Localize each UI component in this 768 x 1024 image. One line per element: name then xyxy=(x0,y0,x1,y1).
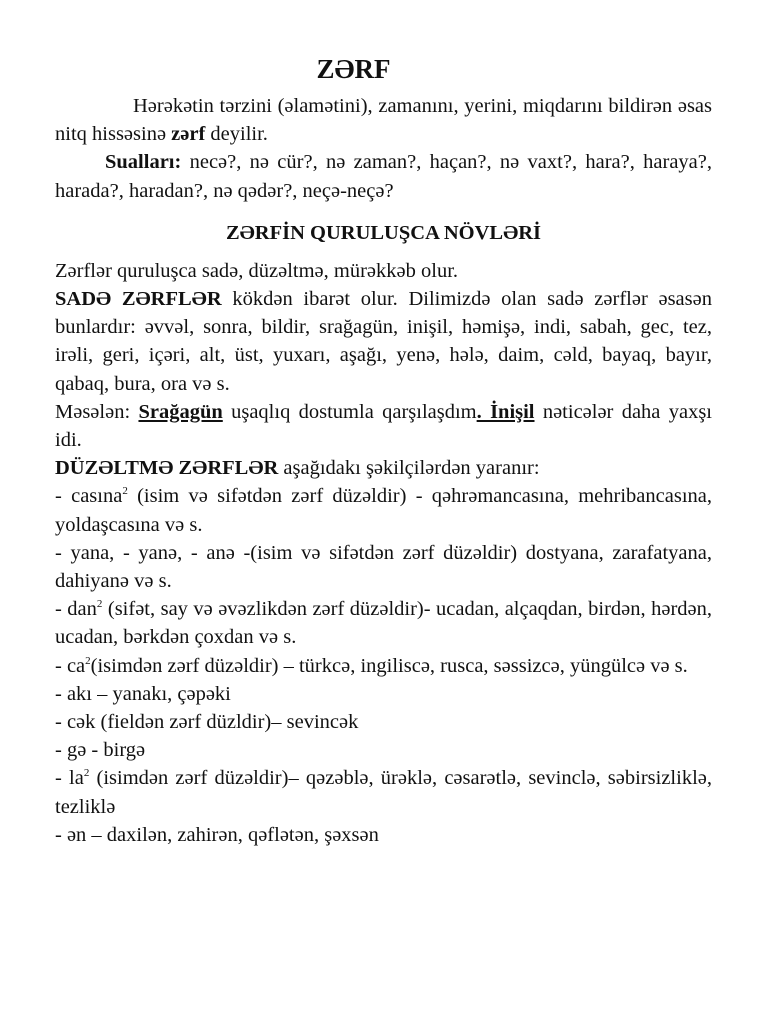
suffix-head: - dan xyxy=(55,598,97,621)
suffix-item xyxy=(55,595,712,651)
simple-adverbs-label: SADƏ ZƏRFLƏR xyxy=(55,288,222,311)
definition-term: zərf xyxy=(171,123,206,146)
suffix-item xyxy=(55,680,712,708)
suffix-superscript: 2 xyxy=(122,485,128,498)
suffix-description: (isim və sifətdən zərf düzəldir) - qəhrəmancasına, mehribancasına, yoldaşcasına və s. xyxy=(55,485,713,536)
suffix-head: - casına xyxy=(55,485,123,508)
section-heading: ZƏRFİN QURULUŞCA NÖVLƏRİ xyxy=(225,221,542,244)
suffix-item xyxy=(55,821,712,849)
suffix-head: - gə - birgə xyxy=(55,739,146,762)
suffix-superscript: 2 xyxy=(85,654,91,667)
suffix-head: - ca xyxy=(55,654,86,677)
suffix-item xyxy=(55,482,712,538)
derived-adverbs-text: aşağıdakı şəkilçilərdən yaranır: xyxy=(278,457,540,480)
simple-adverbs-text: kökdən ibarət olur. Dilimizdə olan sadə zərflər əsasən bunlardır: əvvəl, sonra, bildir, srağagün, inişil, həmişə, indi, sabah, gec, tez, irəli, geri, içəri, alt, üst, yuxarı, aşağı, yenə, hələ, daim, cəld, bayaq, bayır, qabaq, bura, ora və s. xyxy=(55,288,712,395)
suffix-superscript: 2 xyxy=(83,767,90,780)
suffix-head: - yana, - yanə, - anə -(isim və sifətdən zərf düzəldir) dostyana, zarafatyana, dahiyanə və s. xyxy=(55,541,712,593)
suffix-item xyxy=(55,764,712,820)
definition-text: Hərəkətin tərzini (əlamətini), zamanını, yerini, miqdarını bildirən əsas nitq hissəsinə xyxy=(55,95,712,146)
suffix-item xyxy=(55,708,712,736)
derived-adverbs-label: DÜZƏLTMƏ ZƏRFLƏR xyxy=(55,457,279,480)
example-paragraph xyxy=(55,398,712,454)
intro-paragraph: Zərflər quruluşca sadə, düzəltmə, mürəkkəb olur. xyxy=(55,259,459,282)
definition-end: deyilir. xyxy=(205,123,268,146)
questions-text: necə?, nə cür?, nə zaman?, haçan?, nə vaxt?, hara?, haraya?, harada?, haradan?, nə qədər?, neçə-neçə? xyxy=(55,151,712,202)
definition-paragraph xyxy=(55,92,712,148)
suffix-item xyxy=(55,652,712,680)
suffix-head: - la xyxy=(55,767,84,790)
suffix-item xyxy=(55,736,712,764)
page-title: ZƏRF xyxy=(316,54,391,84)
suffix-superscript: 2 xyxy=(96,598,103,611)
example-word-1: Srağagün xyxy=(138,400,223,423)
suffix-head: - akı – yanakı, çəpəki xyxy=(55,682,231,705)
example-prefix: Məsələn: xyxy=(55,400,139,423)
questions-label: Sualları: xyxy=(105,151,182,174)
suffix-description: (sifət, say və əvəzlikdən zərf düzəldir)- ucadan, alçaqdan, birdən, hərdən, ucadan, bərkdən çoxdan və s. xyxy=(55,598,712,649)
example-suffix: nəticələr daha yaxşı idi. xyxy=(55,400,712,452)
suffix-item xyxy=(55,539,712,595)
derived-adverbs-paragraph xyxy=(55,454,712,482)
example-middle: uşaqlıq dostumla qarşılaşdım xyxy=(222,400,477,423)
suffix-head: - cək (fieldən zərf düzldir)– sevincək xyxy=(55,711,359,734)
suffix-list xyxy=(55,482,712,849)
suffix-description: (isimdən zərf düzəldir) – türkcə, ingiliscə, rusca, səssizcə, yüngülcə və s. xyxy=(90,654,688,677)
suffix-head: - ən – daxilən, zahirən, qəflətən, şəxsən xyxy=(55,823,379,846)
simple-adverbs-paragraph xyxy=(55,285,712,398)
questions-paragraph xyxy=(55,148,712,204)
example-word-2: . İnişil xyxy=(476,400,535,423)
document-page xyxy=(55,48,712,849)
suffix-description: (isimdən zərf düzəldir)– qəzəblə, ürəklə, cəsarətlə, sevinclə, səbirsizliklə, tezliklə xyxy=(55,767,712,818)
